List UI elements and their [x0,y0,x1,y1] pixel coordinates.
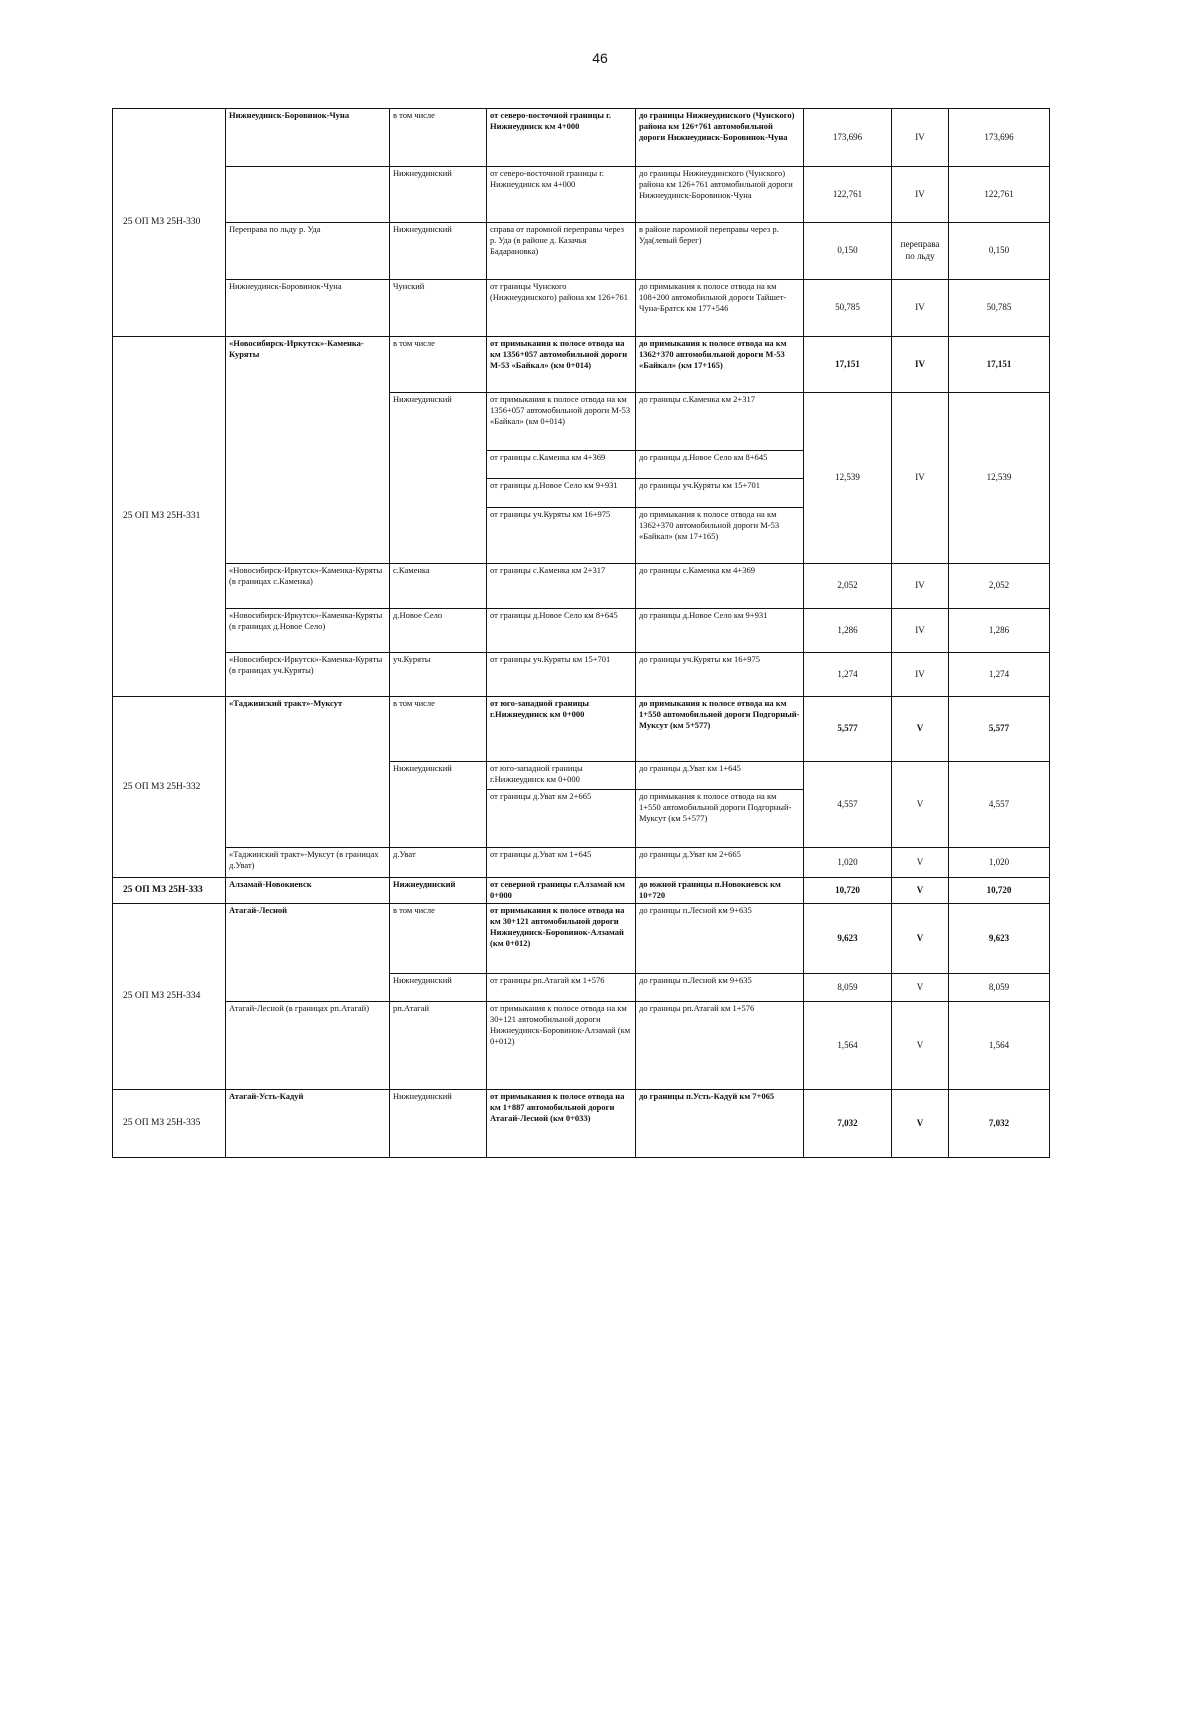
district: Нижнеудинский [390,762,487,848]
table-row [113,564,1050,609]
segment-length: 0,150 [804,223,892,280]
segment-from: от северо-восточной границы г. Нижнеудинск км 4+000 [487,167,636,223]
district: с.Каменка [390,564,487,609]
total-length: 17,151 [949,337,1050,393]
segment-to: до границы рп.Атагай км 1+576 [636,1002,804,1090]
segment-length: 1,564 [804,1002,892,1090]
total-length: 173,696 [949,109,1050,167]
road-name: Атагай-Лесной (в границах рп.Атагай) [226,1002,390,1090]
page-number: 46 [592,50,608,66]
table-row [113,697,1050,762]
road-name: «Новосибирск-Иркутск»-Каменка-Куряты (в границах с.Каменка) [226,564,390,609]
district: Чунский [390,280,487,337]
segment-from: от границы д.Уват км 2+665 [487,790,636,848]
segment-from: от границы д.Уват км 1+645 [487,848,636,878]
segment-from: от примыкания к полосе отвода на км 1356+057 автомобильной дороги М-53 «Байкал» (км 0+014) [487,393,636,451]
road-category: IV [892,609,949,653]
segment-from: от примыкания к полосе отвода на км 1+887 автомобильной дороги Атагай-Лесной (км 0+033) [487,1090,636,1158]
segment-from: от юго-западной границы г.Нижнеудинск км 0+000 [487,762,636,790]
segment-to: до границы с.Каменка км 4+369 [636,564,804,609]
segment-length: 1,274 [804,653,892,697]
table-row [113,337,1050,393]
district: Нижнеудинский [390,974,487,1002]
segment-length: 173,696 [804,109,892,167]
segment-to: до границы п.Лесной км 9+635 [636,904,804,974]
segment-to: до границы д.Уват км 1+645 [636,762,804,790]
segment-to: до границы п.Лесной км 9+635 [636,974,804,1002]
district: в том числе [390,337,487,393]
segment-to: до границы уч.Куряты км 15+701 [636,479,804,508]
segment-to: в районе паромной переправы через р. Уда(левый берег) [636,223,804,280]
segment-to: до границы п.Усть-Кадуй км 7+065 [636,1090,804,1158]
road-code: 25 ОП МЗ 25Н-333 [113,878,226,904]
segment-to: до границы д.Уват км 2+665 [636,848,804,878]
segment-to: до примыкания к полосе отвода на км 108+200 автомобильной дороги Тайшет-Чуна-Братск км 177+546 [636,280,804,337]
segment-length: 10,720 [804,878,892,904]
segment-from: от границы уч.Куряты км 15+701 [487,653,636,697]
road-name: Атагай-Усть-Кадуй [226,1090,390,1158]
road-name: Нижнеудинск-Боровинок-Чуна [226,280,390,337]
segment-to: до границы Нижнеудинского (Чунского) района км 126+761 автомобильной дороги Нижнеудинск-Боровинок-Чуна [636,109,804,167]
segment-length: 12,539 [804,393,892,564]
road-category: V [892,974,949,1002]
segment-length: 1,286 [804,609,892,653]
total-length: 50,785 [949,280,1050,337]
segment-from: от границы с.Каменка км 4+369 [487,451,636,479]
table-row [113,1090,1050,1158]
segment-to: до примыкания к полосе отвода на км 1362+370 автомобильной дороги М-53 «Байкал» (км 17+165) [636,508,804,564]
segment-from: от юго-западной границы г.Нижнеудинск км 0+000 [487,697,636,762]
road-code: 25 ОП МЗ 25Н-331 [113,337,226,697]
table-row [113,904,1050,974]
segment-from: от северо-восточной границы г. Нижнеудинск км 4+000 [487,109,636,167]
segment-to: до границы Нижнеудинского (Чунского) района км 126+761 автомобильной дороги Нижнеудинск-Боровинок-Чуна [636,167,804,223]
total-length: 1,274 [949,653,1050,697]
road-category: IV [892,280,949,337]
segment-from: от примыкания к полосе отвода на км 30+121 автомобильной дороги Нижнеудинск-Боровинок-Алзамай (км 0+012) [487,904,636,974]
road-name: «Таджинский тракт»-Муксут (в границах д.Уват) [226,848,390,878]
district: в том числе [390,109,487,167]
road-category: V [892,762,949,848]
road-category: V [892,697,949,762]
total-length: 2,052 [949,564,1050,609]
district: в том числе [390,904,487,974]
road-category: V [892,1002,949,1090]
district: в том числе [390,697,487,762]
total-length: 7,032 [949,1090,1050,1158]
road-category: IV [892,109,949,167]
total-length: 8,059 [949,974,1050,1002]
road-category: V [892,878,949,904]
road-category: IV [892,167,949,223]
road-category: IV [892,653,949,697]
table-row [113,848,1050,878]
segment-from: справа от паромной переправы через р. Уда (в районе д. Казачья Бадарановка) [487,223,636,280]
total-length: 10,720 [949,878,1050,904]
road-name: Атагай-Лесной [226,904,390,1002]
table-row [113,109,1050,167]
table-row [113,167,1050,223]
total-length: 4,557 [949,762,1050,848]
segment-length: 2,052 [804,564,892,609]
district: Нижнеудинский [390,878,487,904]
district: Нижнеудинский [390,1090,487,1158]
road-category: IV [892,337,949,393]
road-category: V [892,848,949,878]
table-row [113,653,1050,697]
total-length: 1,020 [949,848,1050,878]
segment-from: от границы д.Новое Село км 9+931 [487,479,636,508]
district: Нижнеудинский [390,223,487,280]
segment-length: 50,785 [804,280,892,337]
district: Нижнеудинский [390,393,487,564]
segment-length: 4,557 [804,762,892,848]
segment-length: 5,577 [804,697,892,762]
table-row [113,609,1050,653]
total-length: 1,564 [949,1002,1050,1090]
segment-length: 122,761 [804,167,892,223]
segment-length: 9,623 [804,904,892,974]
road-name: «Новосибирск-Иркутск»-Каменка-Куряты (в границах уч.Куряты) [226,653,390,697]
segment-to: до границы с.Каменка км 2+317 [636,393,804,451]
segment-from: от границы Чунского (Нижнеудинского) района км 126+761 [487,280,636,337]
road-name: Нижнеудинск-Боровинок-Чуна [226,109,390,167]
road-name [226,167,390,223]
total-length: 122,761 [949,167,1050,223]
segment-to: до границы д.Новое Село км 9+931 [636,609,804,653]
road-category: IV [892,564,949,609]
road-name: «Новосибирск-Иркутск»-Каменка-Куряты [226,337,390,564]
table-row [113,1002,1050,1090]
total-length: 0,150 [949,223,1050,280]
segment-to: до примыкания к полосе отвода на км 1362+370 автомобильной дороги М-53 «Байкал» (км 17+165) [636,337,804,393]
road-name: «Таджинский тракт»-Муксут [226,697,390,848]
segment-from: от границы уч.Куряты км 16+975 [487,508,636,564]
road-code: 25 ОП МЗ 25Н-334 [113,904,226,1090]
segment-from: от северной границы г.Алзамай км 0+000 [487,878,636,904]
segment-from: от примыкания к полосе отвода на км 30+121 автомобильной дороги Нижнеудинск-Боровинок-Алзамай (км 0+012) [487,1002,636,1090]
segment-to: до границы д.Новое Село км 8+645 [636,451,804,479]
road-code: 25 ОП МЗ 25Н-332 [113,697,226,878]
segment-length: 17,151 [804,337,892,393]
table-row [113,280,1050,337]
road-code: 25 ОП МЗ 25Н-330 [113,109,226,337]
table-row [113,878,1050,904]
segment-to: до южной границы п.Новокиевск км 10+720 [636,878,804,904]
road-category: переправа по льду [892,223,949,280]
segment-length: 1,020 [804,848,892,878]
road-category: V [892,904,949,974]
roads-table [112,108,1050,1158]
table-row [113,223,1050,280]
district: уч.Куряты [390,653,487,697]
road-name: Переправа по льду р. Уда [226,223,390,280]
segment-from: от границы рп.Атагай км 1+576 [487,974,636,1002]
district: д.Уват [390,848,487,878]
district: рп.Атагай [390,1002,487,1090]
total-length: 5,577 [949,697,1050,762]
total-length: 1,286 [949,609,1050,653]
segment-length: 8,059 [804,974,892,1002]
road-category: V [892,1090,949,1158]
segment-to: до примыкания к полосе отвода на км 1+550 автомобильной дороги Подгорный-Муксут (км 5+577) [636,697,804,762]
district: Нижнеудинский [390,167,487,223]
total-length: 9,623 [949,904,1050,974]
road-name: «Новосибирск-Иркутск»-Каменка-Куряты (в границах д.Новое Село) [226,609,390,653]
road-name: Алзамай-Новокиевск [226,878,390,904]
segment-to: до примыкания к полосе отвода на км 1+550 автомобильной дороги Подгорный-Муксут (км 5+577) [636,790,804,848]
district: д.Новое Село [390,609,487,653]
segment-length: 7,032 [804,1090,892,1158]
segment-to: до границы уч.Куряты км 16+975 [636,653,804,697]
segment-from: от границы с.Каменка км 2+317 [487,564,636,609]
road-category: IV [892,393,949,564]
road-code: 25 ОП МЗ 25Н-335 [113,1090,226,1158]
segment-from: от границы д.Новое Село км 8+645 [487,609,636,653]
segment-from: от примыкания к полосе отвода на км 1356+057 автомобильной дороги М-53 «Байкал» (км 0+014) [487,337,636,393]
total-length: 12,539 [949,393,1050,564]
